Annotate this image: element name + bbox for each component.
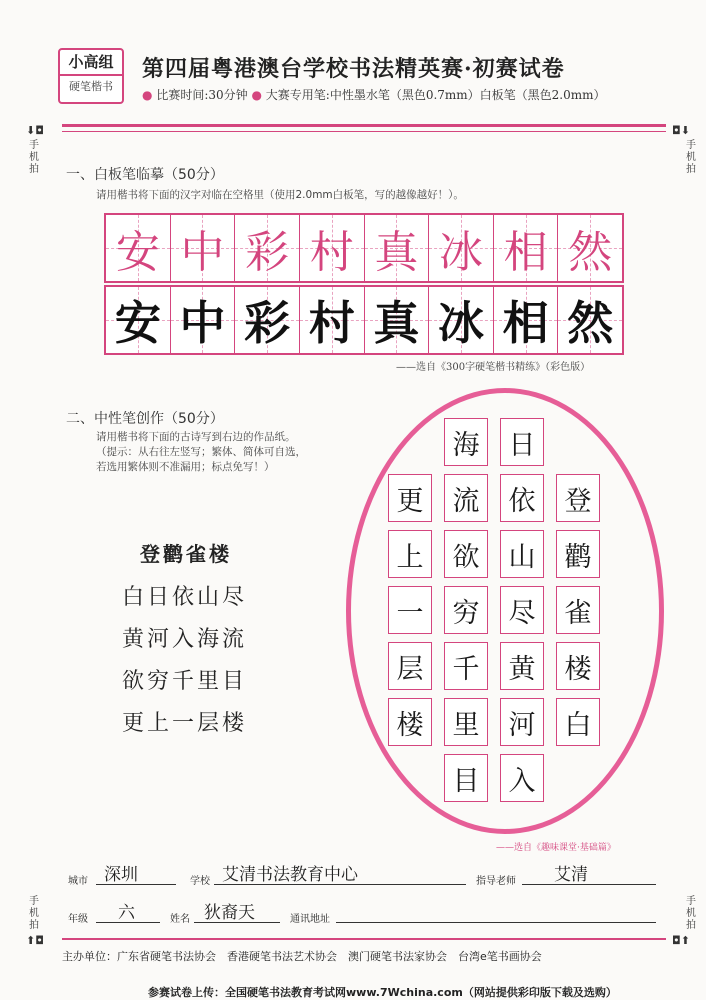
teacher-label: 指导老师 <box>476 876 516 887</box>
side-label-right-bottom: 手 机 拍 <box>686 896 696 931</box>
bullet-icon: ● <box>142 88 153 102</box>
teacher-field[interactable]: 艾清 <box>554 865 588 885</box>
section1-desc: 请用楷书将下面的汉字对临在空格里（使用2.0mm白板笔，写的越像越好！）。 <box>96 189 464 201</box>
side-label-left-top: 手 机 拍 <box>29 140 39 175</box>
poem-title: 登鹳雀楼 <box>140 542 232 566</box>
practice-char-row <box>104 285 624 355</box>
artwork-cell: 楼 <box>388 698 432 746</box>
name-field[interactable]: 狄裔天 <box>204 903 255 923</box>
camera-icon: ◘⬆ <box>672 934 690 947</box>
section2-title: 二、中性笔创作（50分） <box>66 411 224 427</box>
teacher-line <box>522 884 656 885</box>
header-divider-thin <box>62 131 666 132</box>
artwork-cell: 雀 <box>556 586 600 634</box>
header-divider <box>62 124 666 127</box>
artwork-cell: 上 <box>388 530 432 578</box>
model-char-row <box>104 213 624 283</box>
model-cell <box>300 215 365 281</box>
model-char: 然 <box>568 227 613 278</box>
model-char: 村 <box>309 227 354 278</box>
practice-char: 彩 <box>244 296 291 350</box>
model-cell <box>429 215 494 281</box>
poem-line: 黄河入海流 <box>122 627 248 652</box>
address-field[interactable] <box>336 922 656 923</box>
practice-cell <box>171 287 236 353</box>
camera-icon: ◘⬇ <box>672 124 690 137</box>
footer-divider <box>62 938 666 940</box>
section1-title: 一、白板笔临摹（50分） <box>66 167 224 183</box>
artwork-cell: 鹳 <box>556 530 600 578</box>
artwork-cell: 白 <box>556 698 600 746</box>
section1-source: ——选自《300字硬笔楷书精练》（彩色版） <box>396 362 591 373</box>
artwork-cell: 目 <box>444 754 488 802</box>
practice-cell <box>300 287 365 353</box>
model-cell <box>106 215 171 281</box>
poem-line: 白日依山尽 <box>122 585 248 610</box>
practice-char: 相 <box>502 296 549 350</box>
grade-field[interactable]: 六 <box>118 903 135 923</box>
exam-time: 比赛时间:30分钟 <box>156 88 248 102</box>
artwork-cell: 山 <box>500 530 544 578</box>
exam-info <box>142 86 606 103</box>
section2-source: ——选自《趣味课堂·基础篇》 <box>496 843 616 853</box>
camera-icon: ⬇◘ <box>26 124 44 137</box>
practice-char: 安 <box>114 296 161 350</box>
grade-label: 年级 <box>68 914 88 925</box>
school-label: 学校 <box>190 876 210 887</box>
poem-line: 欲穷千里目 <box>122 669 248 694</box>
artwork-cell: 千 <box>444 642 488 690</box>
artwork-cell: 更 <box>388 474 432 522</box>
section2-desc: 请用楷书将下面的古诗写到右边的作品纸。 （提示：从右往左竖写；繁体、简体可自选， 若选用繁体则不准漏用；标点免写！） <box>96 431 306 473</box>
artwork-cell: 层 <box>388 642 432 690</box>
school-field[interactable]: 艾清书法教育中心 <box>222 865 358 885</box>
artwork-cell: 欲 <box>444 530 488 578</box>
model-char: 中 <box>180 227 225 278</box>
practice-char: 冰 <box>437 296 484 350</box>
poem-line: 更上一层楼 <box>122 711 248 736</box>
artwork-cell: 入 <box>500 754 544 802</box>
group-badge <box>58 48 124 104</box>
artwork-cell: 海 <box>444 418 488 466</box>
practice-cell <box>429 287 494 353</box>
artwork-cell: 一 <box>388 586 432 634</box>
city-field[interactable]: 深圳 <box>104 865 138 885</box>
badge-category-label: 硬笔楷书 <box>69 80 113 93</box>
artwork-cell: 里 <box>444 698 488 746</box>
model-cell <box>171 215 236 281</box>
model-char: 相 <box>503 227 548 278</box>
artwork-cell: 流 <box>444 474 488 522</box>
camera-icon: ⬆◘ <box>26 934 44 947</box>
artwork-cell: 河 <box>500 698 544 746</box>
upload-footer: 参赛试卷上传：全国硬笔书法教育考试网www.7Wchina.com（网站提供彩印版下载及选购） <box>148 986 617 999</box>
model-char: 冰 <box>438 227 483 278</box>
artwork-cell: 登 <box>556 474 600 522</box>
artwork-cell: 黄 <box>500 642 544 690</box>
artwork-cell: 楼 <box>556 642 600 690</box>
practice-char: 中 <box>179 296 226 350</box>
name-label: 姓名 <box>170 914 190 925</box>
artwork-cell: 日 <box>500 418 544 466</box>
badge-group-label: 小高组 <box>60 50 122 76</box>
practice-cell <box>235 287 300 353</box>
practice-char: 然 <box>567 296 614 350</box>
artwork-cell: 尽 <box>500 586 544 634</box>
model-char: 彩 <box>245 227 290 278</box>
model-cell <box>558 215 622 281</box>
side-label-left-bottom: 手 机 拍 <box>29 896 39 931</box>
artwork-cell: 穷 <box>444 586 488 634</box>
exam-pen: 大赛专用笔:中性墨水笔（黑色0.7mm）白板笔（黑色2.0mm） <box>265 88 606 102</box>
practice-cell <box>106 287 171 353</box>
organizers: 主办单位：广东省硬笔书法协会 香港硬笔书法艺术协会 澳门硬笔书法家协会 台湾e笔书画协会 <box>62 950 542 963</box>
model-cell <box>235 215 300 281</box>
practice-char: 真 <box>373 296 420 350</box>
bullet-icon: ● <box>251 88 262 102</box>
practice-cell <box>558 287 622 353</box>
city-label: 城市 <box>68 876 88 887</box>
model-char: 真 <box>374 227 419 278</box>
model-cell <box>365 215 430 281</box>
practice-cell <box>494 287 559 353</box>
page-title: 第四届粤港澳台学校书法精英赛·初赛试卷 <box>142 56 565 82</box>
practice-cell <box>365 287 430 353</box>
artwork-cell: 依 <box>500 474 544 522</box>
practice-char: 村 <box>308 296 355 350</box>
address-label: 通讯地址 <box>290 914 330 925</box>
model-char: 安 <box>115 227 160 278</box>
side-label-right-top: 手 机 拍 <box>686 140 696 175</box>
model-cell <box>494 215 559 281</box>
